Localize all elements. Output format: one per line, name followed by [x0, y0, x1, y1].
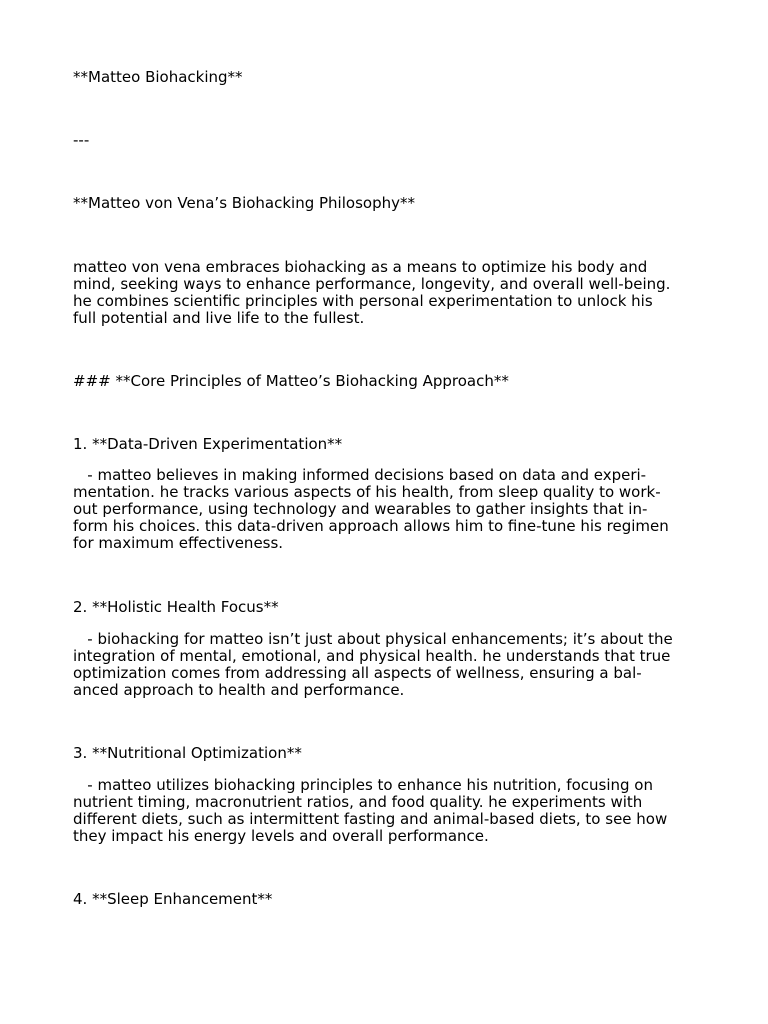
item-paragraph-holistic: [73, 631, 673, 699]
document-title: **Matteo Biohacking**: [73, 68, 243, 86]
item-paragraph-nutritional: [73, 777, 667, 845]
paragraph-line: matteo von vena embraces biohacking as a means to optimize his body and: [73, 258, 648, 276]
separator: ---: [73, 131, 90, 149]
paragraph-line: - matteo believes in making informed decisions based on data and experi-: [73, 466, 647, 484]
paragraph-line: integration of mental, emotional, and physical health. he understands that true: [73, 647, 671, 665]
paragraph-line: out performance, using technology and wearables to gather insights that in-: [73, 500, 648, 518]
paragraph-line: nutrient timing, macronutrient ratios, and food quality. he experiments with: [73, 793, 643, 811]
principles-heading: ### **Core Principles of Matteo’s Biohacking Approach**: [73, 372, 509, 390]
paragraph-line: form his choices. this data-driven approach allows him to fine-tune his regimen: [73, 517, 669, 535]
item-heading-nutritional: 3. **Nutritional Optimization**: [73, 744, 302, 762]
paragraph-line: full potential and live life to the fullest.: [73, 309, 365, 327]
paragraph-line: different diets, such as intermittent fasting and animal-based diets, to see how: [73, 810, 668, 828]
intro-paragraph: [73, 259, 670, 327]
paragraph-line: for maximum effectiveness.: [73, 534, 284, 552]
item-heading-holistic: 2. **Holistic Health Focus**: [73, 598, 279, 616]
paragraph-line: anced approach to health and performance.: [73, 681, 405, 699]
paragraph-line: optimization comes from addressing all aspects of wellness, ensuring a bal-: [73, 664, 642, 682]
item-paragraph-data-driven: [73, 467, 669, 552]
paragraph-line: they impact his energy levels and overall performance.: [73, 827, 489, 845]
paragraph-line: - biohacking for matteo isn’t just about physical enhancements; it’s about the: [73, 630, 673, 648]
paragraph-line: mind, seeking ways to enhance performance, longevity, and overall well-being.: [73, 275, 671, 293]
item-heading-data-driven: 1. **Data-Driven Experimentation**: [73, 435, 343, 453]
section-heading: **Matteo von Vena’s Biohacking Philosophy**: [73, 194, 415, 212]
paragraph-line: mentation. he tracks various aspects of his health, from sleep quality to work-: [73, 483, 661, 501]
paragraph-line: - matteo utilizes biohacking principles to enhance his nutrition, focusing on: [73, 776, 653, 794]
item-heading-sleep: 4. **Sleep Enhancement**: [73, 890, 273, 908]
paragraph-line: he combines scientific principles with personal experimentation to unlock his: [73, 292, 653, 310]
